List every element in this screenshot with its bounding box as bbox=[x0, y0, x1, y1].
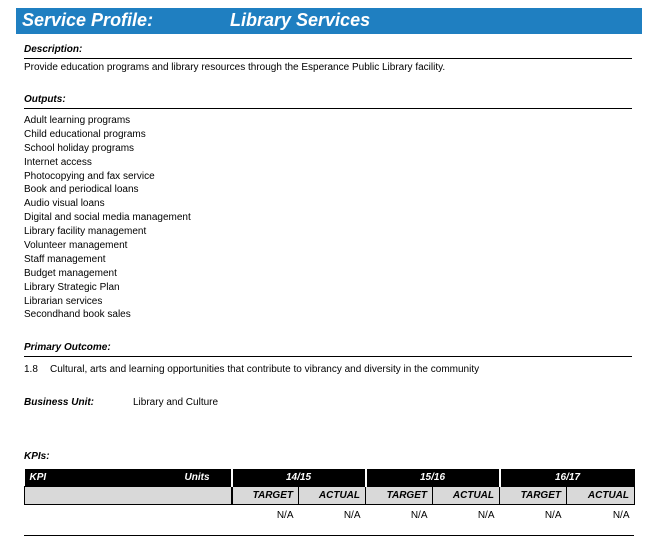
description-heading: Description: bbox=[24, 44, 83, 55]
year-header-1617: 16/17 bbox=[500, 469, 635, 487]
year-header-1415: 14/15 bbox=[232, 469, 366, 487]
kpi-value-cell: N/A bbox=[276, 510, 294, 521]
primary-outcome-text: Cultural, arts and learning opportunities that contribute to vibrancy and diversity in the community bbox=[50, 364, 480, 375]
output-item: School holiday programs bbox=[24, 142, 135, 154]
banner-title-label: Service Profile: bbox=[22, 10, 154, 30]
outputs-list bbox=[24, 114, 191, 322]
output-item: Adult learning programs bbox=[24, 115, 131, 126]
kpi-value-cell: N/A bbox=[410, 510, 428, 521]
kpi-name-cell bbox=[25, 505, 232, 527]
kpi-table bbox=[24, 469, 635, 526]
output-item: Child educational programs bbox=[24, 128, 146, 140]
target-header: TARGET bbox=[366, 487, 433, 505]
output-item: Librarian services bbox=[24, 295, 103, 307]
output-item: Staff management bbox=[24, 253, 106, 265]
description-rule bbox=[24, 58, 632, 59]
actual-header: ACTUAL bbox=[567, 487, 635, 505]
primary-outcome-rule bbox=[24, 356, 632, 357]
kpi-value-cell: N/A bbox=[612, 510, 630, 521]
output-item: Book and periodical loans bbox=[24, 184, 139, 196]
kpi-value-cell: N/A bbox=[343, 510, 361, 521]
service-profile-banner bbox=[16, 8, 642, 34]
output-item: Internet access bbox=[24, 156, 92, 168]
kpi-header-row bbox=[25, 469, 635, 487]
kpi-col-header bbox=[25, 469, 232, 487]
output-item: Library facility management bbox=[24, 226, 147, 238]
output-item: Volunteer management bbox=[24, 240, 128, 252]
kpi-value-cell: N/A bbox=[477, 510, 495, 521]
business-unit-label: Business Unit: bbox=[24, 397, 95, 408]
kpi-table-bottom-rule bbox=[24, 535, 634, 536]
output-item: Photocopying and fax service bbox=[24, 170, 155, 182]
outputs-rule bbox=[24, 108, 632, 109]
description-text: Provide education programs and library resources through the Esperance Public Library facility. bbox=[24, 62, 446, 73]
kpis-heading: KPIs: bbox=[24, 451, 50, 462]
output-item: Secondhand book sales bbox=[24, 309, 131, 321]
target-header: TARGET bbox=[500, 487, 567, 505]
kpi-data-row bbox=[25, 505, 635, 527]
kpi-col-kpi: KPI bbox=[29, 472, 47, 483]
kpi-subheader-blank bbox=[25, 487, 232, 505]
outputs-heading: Outputs: bbox=[24, 94, 66, 105]
actual-header: ACTUAL bbox=[433, 487, 500, 505]
banner-service-name: Library Services bbox=[230, 10, 371, 30]
kpi-value-cell: N/A bbox=[544, 510, 562, 521]
output-item: Library Strategic Plan bbox=[24, 281, 120, 293]
primary-outcome-number: 1.8 bbox=[24, 364, 38, 375]
kpi-col-units: Units bbox=[184, 472, 210, 483]
kpi-subheader-row bbox=[25, 487, 635, 505]
year-header-1516: 15/16 bbox=[366, 469, 500, 487]
business-unit-value: Library and Culture bbox=[133, 397, 219, 408]
actual-header: ACTUAL bbox=[299, 487, 366, 505]
primary-outcome-heading: Primary Outcome: bbox=[24, 342, 111, 353]
output-item: Budget management bbox=[24, 267, 117, 279]
output-item: Audio visual loans bbox=[24, 198, 105, 210]
target-header: TARGET bbox=[232, 487, 299, 505]
output-item: Digital and social media management bbox=[24, 212, 191, 224]
